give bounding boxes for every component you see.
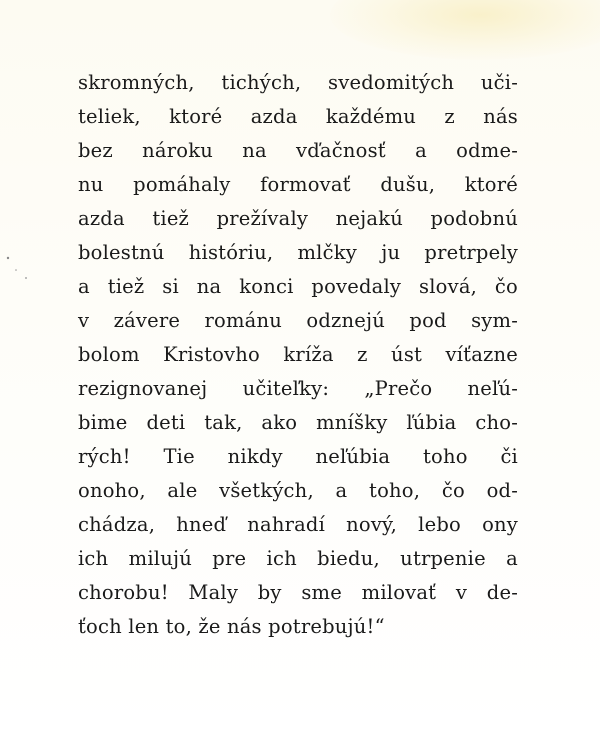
text-line: bime deti tak, ako mníšky ľúbia cho- <box>78 411 518 434</box>
paper-stain <box>330 0 600 60</box>
text-line: onoho, ale všetkých, a toho, čo od- <box>78 479 518 502</box>
text-line: a tiež si na konci povedaly slová, čo <box>78 275 518 298</box>
text-line: teliek, ktoré azda každému z nás <box>78 105 518 128</box>
text-line: chádza, hneď nahradí nový, lebo ony <box>78 513 518 536</box>
text-line: v závere románu odznejú pod sym- <box>78 309 518 332</box>
text-line: nu pomáhaly formovať dušu, ktoré <box>78 173 518 196</box>
body-text <box>78 66 518 644</box>
text-line: azda tiež prežívaly nejakú podobnú <box>78 207 518 230</box>
text-line: ich milujú pre ich biedu, utrpenie a <box>78 547 518 570</box>
text-line: bolestnú históriu, mlčky ju pretrpely <box>78 241 518 264</box>
text-line: bolom Kristovho kríža z úst víťazne <box>78 343 518 366</box>
text-line: rezignovanej učiteľky: „Prečo neľú- <box>78 377 518 400</box>
text-line: chorobu! Maly by sme milovať v de- <box>78 581 518 604</box>
text-line: rých! Tie nikdy neľúbia toho či <box>78 445 518 468</box>
text-line: skromných, tichých, svedomitých uči- <box>78 71 518 94</box>
text-line: bez nároku na vďačnosť a odme- <box>78 139 518 162</box>
ink-speck <box>2 250 42 290</box>
text-line-last: ťoch len to, že nás potrebujú!“ <box>78 615 385 638</box>
